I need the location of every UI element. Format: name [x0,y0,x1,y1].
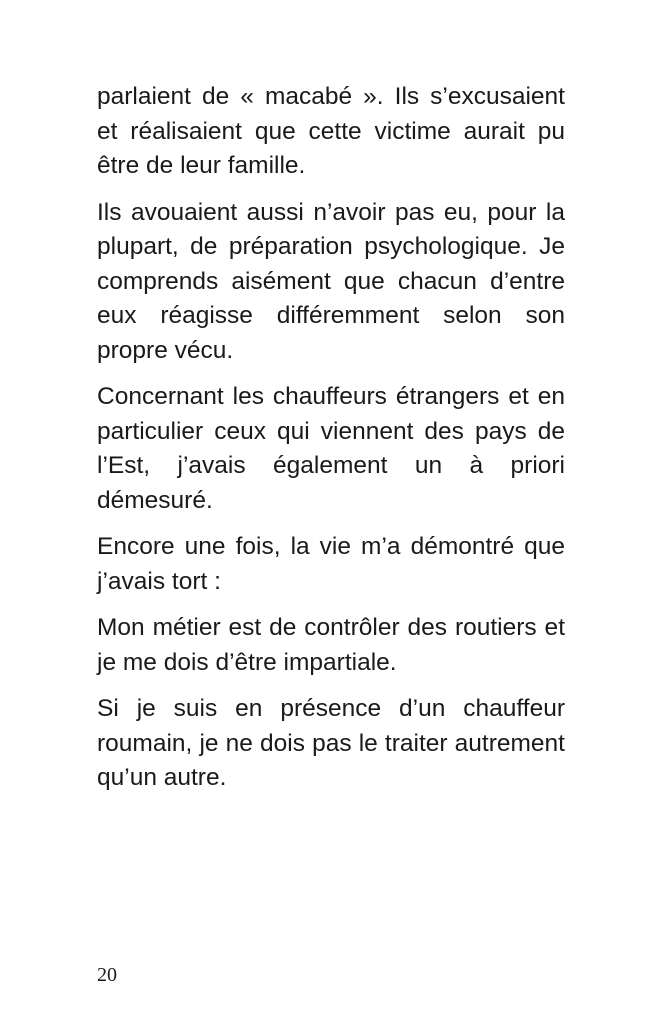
paragraph-3: Concernant les chauffeurs étrangers et en particulier ceux qui viennent des pays de l’Est, j’avais également un à priori démesuré. [97,383,565,514]
paragraph-2: Ils avouaient aussi n’avoir pas eu, pour la plupart, de préparation psychologique. Je comprends aisément que chacun d’entre eux réagisse différemment selon son propre vécu. [97,198,565,364]
paragraph-6: Si je suis en présence d’un chauffeur roumain, je ne dois pas le traiter autrement qu’un autre. [97,695,565,791]
paragraph-1: parlaient de « macabé ». Ils s’excusaient et réalisaient que cette victime aurait pu être de leur famille. [97,83,565,179]
paragraph-4: Encore une fois, la vie m’a démontré que j’avais tort : [97,533,565,595]
page-number: 20 [97,964,117,986]
paragraph-5: Mon métier est de contrôler des routiers et je me dois d’être impartiale. [97,614,565,676]
body-text [97,80,565,808]
